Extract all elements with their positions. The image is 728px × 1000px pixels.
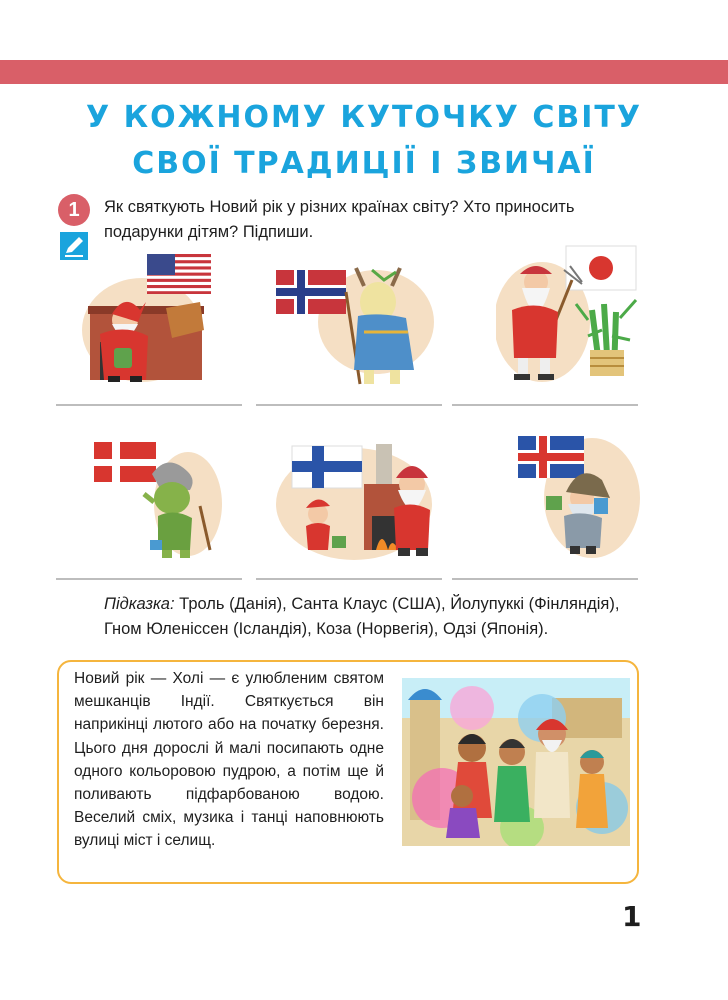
page-title-line1: У КОЖНОМУ КУТОЧКУ СВІТУ xyxy=(86,100,642,135)
hint-text: Троль (Данія), Санта Клаус (США), Йолупуккі (Фінляндія), Гном Юленіссен (Ісландія), Коза (Норвегія), Одзі (Японія). xyxy=(104,595,620,638)
hint-paragraph xyxy=(104,592,644,642)
finland-joulupukki-illustration xyxy=(272,432,452,582)
norway-flag-icon xyxy=(276,270,346,314)
japan-flag-icon xyxy=(566,246,636,290)
header-bar xyxy=(0,60,728,84)
page-title-line2: СВОЇ ТРАДИЦІЇ І ЗВИЧАЇ xyxy=(132,146,596,181)
denmark-troll-illustration xyxy=(92,432,272,582)
answer-line-6[interactable] xyxy=(452,578,638,580)
finland-flag-icon xyxy=(292,446,362,488)
page-number: 1 xyxy=(622,900,642,933)
iceland-flag-icon xyxy=(518,436,584,478)
info-text: Новий рік — Холі — є улюбленим святом мешканців Індії. Святкується він наприкінці лютого або на початку березня. Цього дня дорослі й малі посипають одне одного кольоровою пудрою, а потім ще й поливають підфарбованою водою. Веселий сміх, музика і танці наповнюють вулиці міст і селищ. xyxy=(74,670,384,850)
japan-odzi-illustration xyxy=(496,240,676,390)
answer-line-1[interactable] xyxy=(56,404,242,406)
answer-line-3[interactable] xyxy=(452,404,638,406)
hint-label: Підказка: xyxy=(104,595,175,613)
task-number-badge: 1 xyxy=(58,194,90,226)
usa-santa-illustration xyxy=(80,252,260,402)
denmark-flag-icon xyxy=(94,442,156,482)
task-question: Як святкують Новий рік у різних країнах світу? Хто приносить подарунки дітям? Підпиши. xyxy=(104,198,575,241)
usa-flag-icon xyxy=(147,254,211,294)
answer-line-4[interactable] xyxy=(56,578,242,580)
answer-line-5[interactable] xyxy=(256,578,442,580)
iceland-gnome-illustration xyxy=(462,432,642,582)
answer-line-2[interactable] xyxy=(256,404,442,406)
holi-festival-illustration xyxy=(402,678,630,846)
norway-goat-illustration xyxy=(272,252,452,402)
